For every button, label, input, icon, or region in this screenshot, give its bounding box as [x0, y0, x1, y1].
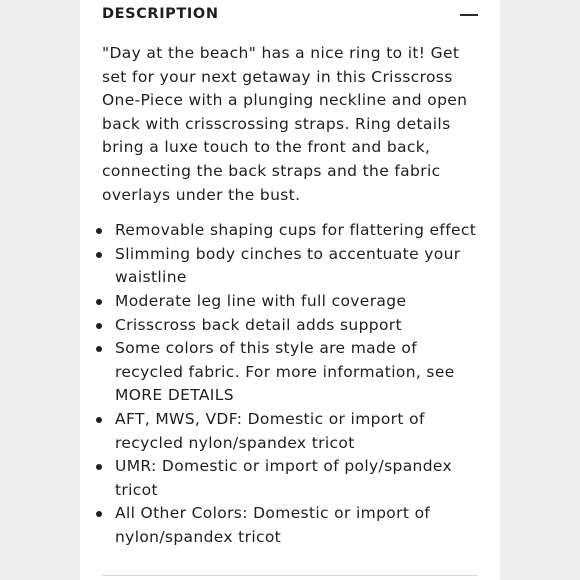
bullet-icon: [96, 323, 102, 329]
list-item-text: All Other Colors: Domestic or import of nylon/spandex tricot: [115, 504, 431, 546]
feature-list: [102, 219, 486, 549]
list-item-text: Moderate leg line with full coverage: [115, 291, 407, 310]
bullet-icon: [96, 346, 102, 352]
description-content: [102, 42, 486, 549]
section-title: DESCRIPTION: [102, 6, 219, 22]
list-item: [102, 290, 486, 314]
bullet-icon: [96, 299, 102, 305]
list-item-text: Slimming body cinches to accentuate your waistline: [115, 244, 461, 287]
list-item: [102, 408, 486, 455]
list-item: [102, 243, 486, 290]
list-item: [102, 455, 486, 502]
divider: [102, 575, 478, 576]
list-item-text: AFT, MWS, VDF: Domestic or import of recycled nylon/spandex tricot: [115, 409, 425, 452]
bullet-icon: [96, 228, 102, 234]
list-item-text: Some colors of this style are made of recycled fabric. For more information, see MORE DETAILS: [115, 339, 455, 405]
list-item-text: Removable shaping cups for flattering effect: [115, 221, 477, 240]
description-paragraph: "Day at the beach" has a nice ring to it! Get set for your next getaway in this Crisscross One-Piece with a plunging neckline and open back with crisscrossing straps. Ring details bring a luxe touch to the front and back, connecting the back straps and the fabric overlays under the bust.: [102, 44, 468, 204]
list-item-text: Crisscross back detail adds support: [115, 315, 402, 334]
minus-icon[interactable]: [460, 4, 478, 24]
list-item-text: UMR: Domestic or import of poly/spandex tricot: [115, 457, 453, 499]
bullet-icon: [96, 464, 102, 470]
list-item: [102, 337, 486, 408]
bullet-icon: [96, 511, 102, 517]
description-header[interactable]: [102, 4, 478, 24]
minus-icon-bar: [460, 14, 478, 16]
bullet-icon: [96, 417, 102, 423]
list-item: [102, 502, 486, 549]
list-item: [102, 314, 486, 338]
list-item: [102, 219, 486, 243]
bullet-icon: [96, 252, 102, 258]
description-panel: [80, 0, 500, 580]
